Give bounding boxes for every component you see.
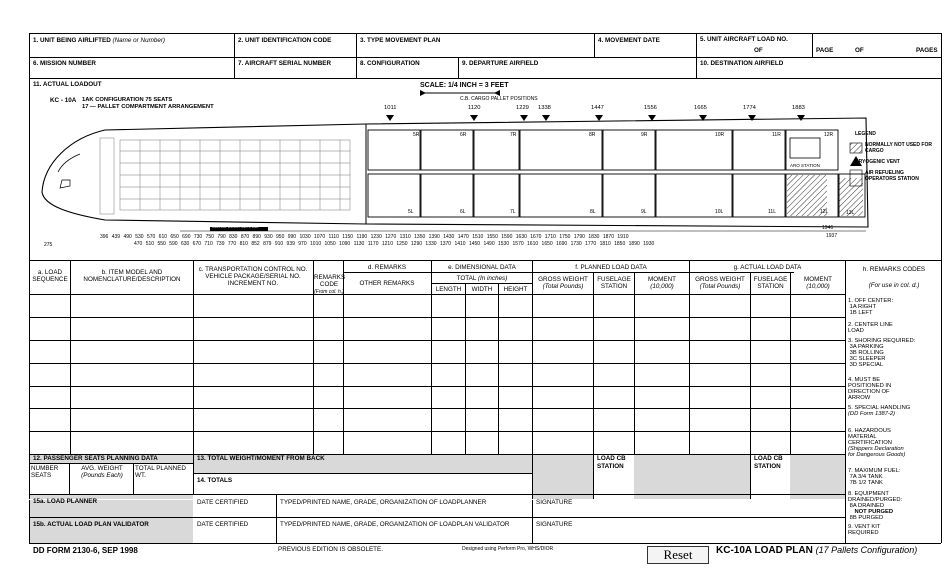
pallet-12l: 12L: [820, 209, 829, 215]
cb-1665: 1665: [694, 105, 707, 111]
aircraft-serial-input[interactable]: [237, 68, 357, 79]
movement-date-label: 4. MOVEMENT DATE: [598, 37, 660, 44]
pallet-5l: 5L: [408, 209, 414, 215]
remark-code-3: 3. SHORING REQUIRED: 3A PARKING 3B ROLLING 3C SLEEPER 3D SPECIAL: [848, 338, 916, 368]
col-planned-gross: GROSS WEIGHT (Total Pounds): [538, 276, 588, 290]
col-width: WIDTH: [471, 286, 493, 293]
movement-date-input[interactable]: [597, 45, 697, 57]
remark-code-4: 4. MUST BE POSITIONED IN DIRECTION OF ARROW: [848, 377, 892, 401]
col-remarks: d. REMARKS: [367, 264, 407, 271]
validator-name-label: TYPED/PRINTED NAME, GRADE, ORGANIZATION OF LOADPLAN VALIDATOR: [280, 521, 510, 528]
col-remarks-codes-sub: (For use in col. d.): [868, 282, 920, 289]
aro-station-label: ARO STATION: [790, 163, 820, 168]
type-movement-plan-label: 3. TYPE MOVEMENT PLAN: [360, 37, 441, 44]
pallet-11l: 11L: [768, 209, 776, 215]
destination-airfield-input[interactable]: [699, 68, 943, 79]
total-planned-input[interactable]: [135, 481, 195, 494]
actual-loadout-label: 11. ACTUAL LOADOUT: [33, 81, 102, 88]
form-title: KC-10A LOAD PLAN (17 Pallets Configuration): [716, 545, 918, 556]
remark-code-6: 6. HAZARDOUS MATERIAL CERTIFICATION (Shippers Declaration for Dangerous Goods): [848, 428, 906, 458]
pallet-9r: 9R: [641, 132, 648, 138]
planner-name-label: TYPED/PRINTED NAME, GRADE, ORGANIZATION OF LOADPLANNER: [280, 499, 487, 506]
pallet-7r: 7R: [510, 132, 517, 138]
col-height: HEIGHT: [503, 286, 528, 293]
config-line-2: 17 — PALLET COMPARTMENT ARRANGEMENT: [82, 104, 214, 110]
cb-1774: 1774: [743, 105, 756, 111]
col-item-model: b. ITEM MODEL AND NOMENCLATURE/DESCRIPTION: [83, 269, 181, 283]
col-total-inches: TOTAL (In inches): [456, 275, 508, 282]
pallet-13l: 13L: [846, 210, 855, 216]
designed-note: Designed using Perform Pro, WHS/DIOR: [462, 546, 554, 552]
pallet-10r: 10R: [715, 132, 725, 138]
col-dimensional-data: e. DIMENSIONAL DATA: [448, 264, 516, 271]
remark-code-8: 8. EQUIPMENT DRAINED/PURGED: 8A DRAINED NOT PURGED 8B PURGED: [848, 491, 903, 521]
pallet-11r: 11R: [772, 132, 781, 138]
unit-airlifted-input[interactable]: [32, 45, 234, 57]
col-actual-load: g. ACTUAL LOAD DATA: [733, 264, 802, 271]
pallet-7l: 7L: [510, 209, 516, 215]
col-load-sequence: a. LOAD SEQUENCE: [32, 269, 68, 283]
col-planned-moment: MOMENT (10,000): [648, 276, 676, 290]
col-actual-fuselage: FUSELAGE STATION: [753, 276, 788, 290]
col-actual-moment: MOMENT (10,000): [804, 276, 832, 290]
pallet-8l: 8L: [590, 209, 596, 215]
scale-arrow-left-icon: [420, 90, 426, 96]
unit-id-code-input[interactable]: [237, 45, 357, 57]
totals-label: 14. TOTALS: [197, 477, 233, 484]
pallet-10l: 10L: [715, 209, 724, 215]
aircraft-serial-label: 7. AIRCRAFT SERIAL NUMBER: [238, 60, 332, 67]
cb-1229: 1229: [516, 105, 529, 111]
col-length: LENGTH: [435, 286, 462, 293]
cb-1883: 1883: [792, 105, 805, 111]
form-id: DD FORM 2130-6, SEP 1998: [33, 546, 138, 555]
pallet-5r: 5R: [413, 132, 420, 138]
obsolete-note: PREVIOUS EDITION IS OBSOLETE.: [278, 546, 383, 553]
col-remarks-codes: h. REMARKS CODES: [862, 266, 926, 273]
planner-date-label: DATE CERTIFIED: [197, 499, 249, 506]
cb-positions-label: C.B. CARGO PALLET POSITIONS: [460, 96, 538, 102]
pallet-6r: 6R: [460, 132, 467, 138]
aircraft-type: KC - 10A: [50, 97, 77, 104]
total-weight-back-label: 13. TOTAL WEIGHT/MOMENT FROM BACK: [197, 455, 325, 462]
number-seats-input[interactable]: [31, 481, 71, 494]
passenger-seats-label: 12. PASSENGER SEATS PLANNING DATA: [33, 455, 158, 462]
legend-air-refueling: AIR REFUELING OPERATORS STATION: [865, 170, 919, 182]
col-actual-gross: GROSS WEIGHT (Total Pounds): [695, 276, 745, 290]
of-pages-label: OF: [855, 47, 864, 54]
station-1937: 1937: [826, 233, 838, 239]
cb-1447: 1447: [591, 105, 604, 111]
unit-load-no-label: 5. UNIT AIRCRAFT LOAD NO.: [700, 36, 788, 43]
legend-cryogenic-vent: CRYOGENIC VENT: [855, 159, 900, 165]
avg-weight-label: AVG. WEIGHT (Pounds Each): [81, 465, 123, 479]
configuration-label: 8. CONFIGURATION: [360, 60, 420, 67]
type-movement-plan-input[interactable]: [359, 45, 595, 57]
pallet-12r: 12R: [824, 132, 834, 138]
col-transport-control: c. TRANSPORTATION CONTROL NO. VEHICLE PACKAGE/SERIAL NO. INCREMENT NO.: [198, 266, 308, 287]
mission-number-input[interactable]: [32, 68, 234, 79]
page-label: PAGE: [816, 47, 834, 54]
mission-number-label: 6. MISSION NUMBER: [33, 60, 96, 67]
config-line-1: 1AK CONFIGURATION 75 SEATS: [82, 97, 173, 103]
configuration-input[interactable]: [359, 68, 459, 79]
legend-title: LEGEND: [855, 131, 876, 137]
stations-row2: 470 510 550 590 630 670 710 739 770 810 852 879 910 939 970 1010 1050 1090 1130 1170 1210 1250 1290 1330 1370 1410 1450 1490 1530 1570 1610 1650 1690 1730 1770 1810 1850 1890 1930: [134, 241, 655, 247]
pallet-9l: 9L: [641, 209, 647, 215]
destination-airfield-label: 10. DESTINATION AIRFIELD: [700, 60, 784, 67]
pallet-8r: 8R: [589, 132, 596, 138]
scale-arrow-right-icon: [494, 90, 500, 96]
col-other-remarks: OTHER REMARKS: [359, 280, 415, 287]
unit-airlifted-label: 1. UNIT BEING AIRLIFTED (Name or Number): [33, 37, 166, 44]
cb-1556: 1556: [644, 105, 657, 111]
reset-button[interactable]: Reset: [647, 546, 709, 564]
remark-code-1: 1. OFF CENTER: 1A RIGHT 1B LEFT: [848, 298, 894, 316]
cb-1338: 1338: [538, 105, 551, 111]
validator-date-input[interactable]: [197, 530, 277, 543]
unit-id-code-label: 2. UNIT IDENTIFICATION CODE: [238, 37, 332, 44]
planner-date-input[interactable]: [197, 507, 277, 518]
pages-label: PAGES: [916, 47, 938, 54]
station-275: 275: [44, 242, 53, 248]
load-planner-label: 15a. LOAD PLANNER: [33, 498, 98, 505]
legend-hatch-icon: [850, 143, 862, 153]
col-remarks-code: REMARKS CODE (From col. h.): [314, 274, 346, 295]
aro-station-box: [790, 138, 820, 158]
departure-airfield-label: 9. DEPARTURE AIRFIELD: [462, 60, 539, 67]
departure-airfield-input[interactable]: [461, 68, 697, 79]
number-seats-label: NUMBER SEATS: [31, 465, 59, 479]
validator-name-input[interactable]: [280, 530, 532, 543]
total-planned-label: TOTAL PLANNED WT.: [135, 465, 186, 479]
planner-name-input[interactable]: [280, 507, 532, 518]
cb-1120: 1120: [468, 105, 481, 111]
validator-signature-label: SIGNATURE: [536, 521, 573, 528]
pallet-6l: 6L: [460, 209, 466, 215]
station-1946: 1946: [822, 225, 834, 231]
cb-1011: 1011: [384, 105, 397, 111]
fuselage-outline: [42, 118, 868, 227]
remark-code-7: 7. MAXIMUM FUEL: 7A 3/4 TANK 7B 1/2 TANK: [848, 468, 901, 486]
avg-weight-input[interactable]: [71, 481, 135, 494]
col-planned-fuselage: FUSELAGE STATION: [597, 276, 631, 290]
col-planned-load: f. PLANNED LOAD DATA: [575, 264, 647, 271]
scale-label: SCALE: 1/4 INCH = 3 FEET: [420, 82, 509, 89]
cargo-door-label: CARGO DOOR 140 x 102: [212, 224, 259, 229]
planner-signature-label: SIGNATURE: [536, 499, 573, 506]
legend-normally-not-used: NORMALLY NOT USED FOR CARGO: [865, 142, 932, 154]
stations-row1: 396 439 490 530 570 610 650 690 730 750 790 830 870 890 930 950 990 1030 1070 1110 1150 1190 1230 1270 1310 1350 1390 1430 1470 1510 1550 1590 1630 1670 1710 1750 1790 1830 1870 1910: [100, 234, 629, 240]
planned-load-cb-station-label: LOAD CB STATION: [597, 455, 626, 470]
passenger-seats: [100, 138, 350, 214]
load-plan-validator-label: 15b. ACTUAL LOAD PLAN VALIDATOR: [33, 521, 149, 528]
remark-code-5: 5. SPECIAL HANDLING (DD Form 1387-2): [848, 405, 911, 417]
cb-position-arrows: [386, 115, 805, 121]
remark-code-2: 2. CENTER LINE LOAD: [848, 322, 893, 334]
actual-load-cb-station-label: LOAD CB STATION: [754, 455, 783, 470]
remark-code-9: 9. VENT KIT REQUIRED: [848, 524, 881, 536]
validator-date-label: DATE CERTIFIED: [197, 521, 249, 528]
of-label: OF: [754, 47, 763, 54]
